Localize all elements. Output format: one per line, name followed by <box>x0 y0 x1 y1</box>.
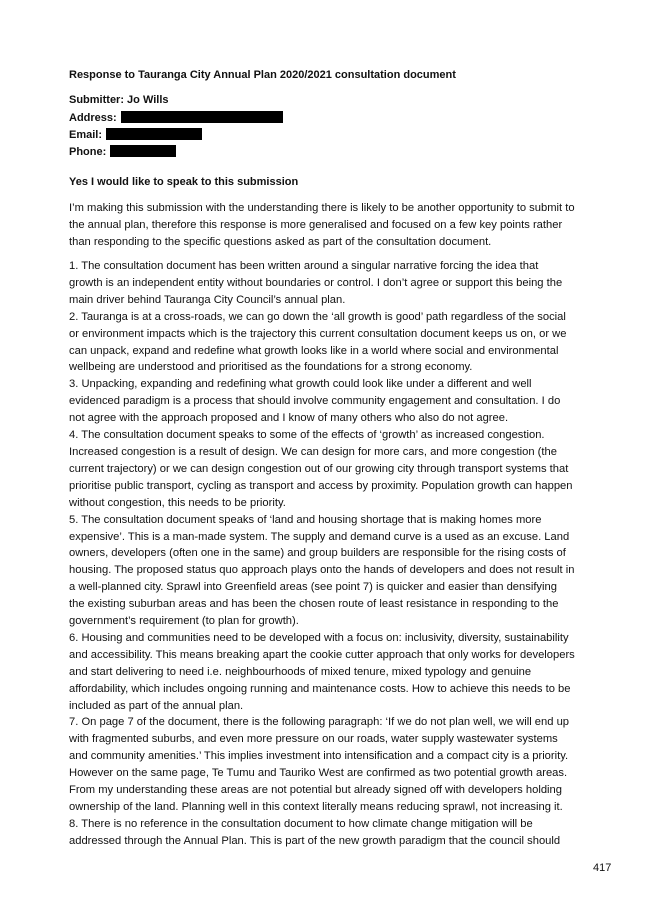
point-8: 8. There is no reference in the consultation document to how climate change mitigation will be addressed through the Annual Plan. This is part of the new growth paradigm that the council should <box>69 817 561 847</box>
point-1: 1. The consultation document has been written around a singular narrative forcing the idea that growth is an independent entity without boundaries or control. I don’t agree or support this being the main driver behind Tauranga City Council’s annual plan. <box>69 260 563 306</box>
address-redaction <box>121 111 283 123</box>
points-list <box>69 258 575 850</box>
submitter-line: Submitter: Jo Wills <box>69 94 169 106</box>
speak-request: Yes I would like to speak to this submission <box>69 176 299 188</box>
email-label: Email: <box>69 129 103 141</box>
intro-paragraph <box>69 200 575 251</box>
point-2: 2. Tauranga is at a cross-roads, we can go down the ‘all growth is good’ path regardless of the social or environment impacts which is the trajectory this current consultation document keeps us on, or we can unpack, expand and redefine what growth looks like in a world where social and environmental wellbeing are understood and prioritised as the foundations for a strong economy. <box>69 310 567 374</box>
point-4: 4. The consultation document speaks to some of the effects of ‘growth’ as increased congestion. Increased congestion is a result of design. We can design for more cars, and more congestion (the current trajectory) or we can design congestion out of our growing city through transport systems that prioritise public transport, cycling as transport and access by proximity. Population growth can happen without congestion, this needs to be priority. <box>69 429 573 509</box>
intro-text: I’m making this submission with the understanding there is likely to be another opportunity to submit to the annual plan, therefore this response is more generalised and focused on a few key points rather than responding to the specific questions asked as part of the consultation document. <box>69 202 575 248</box>
email-line <box>69 128 202 141</box>
address-label: Address: <box>69 112 117 124</box>
document-title: Response to Tauranga City Annual Plan 2020/2021 consultation document <box>69 69 456 81</box>
page-number: 417 <box>593 862 612 874</box>
phone-label: Phone: <box>69 146 107 158</box>
address-line <box>69 111 283 124</box>
point-5: 5. The consultation document speaks of ‘land and housing shortage that is making homes more expensive’. This is a man-made system. The supply and demand curve is a used as an excuse. Land owners, developers (often one in the same) and group builders are responsible for the rising costs of housing. The proposed status quo approach plays onto the hands of developers and does not result in a well-planned city. Sprawl into Greenfield areas (see point 7) is quicker and easier than densifying the existing suburban areas and has been the chosen route of least resistance in responding to the government’s requirement (to plan for growth). <box>69 513 575 628</box>
point-6: 6. Housing and communities need to be developed with a focus on: inclusivity, diversity, sustainability and accessibility. This means breaking apart the cookie cutter approach that only works for developers and start delivering to need i.e. neighbourhoods of mixed tenure, mixed typology and genuine affordability, which includes ongoing running and maintenance costs. How to achieve this needs to be included as part of the annual plan. <box>69 631 575 712</box>
point-3: 3. Unpacking, expanding and redefining what growth could look like under a different and well evidenced paradigm is a process that should involve community engagement and consultation. I do not agree with the approach proposed and I know of many others who also do not agree. <box>69 378 561 425</box>
email-redaction <box>106 128 202 140</box>
phone-line <box>69 145 176 158</box>
point-7: 7. On page 7 of the document, there is the following paragraph: ‘If we do not plan well, we will end up with fragmented suburbs, and even more pressure on our roads, water supply wastewater systems and community amenities.’ This implies investment into intensification and a compact city is a priority. However on the same page, Te Tumu and Tauriko West are confirmed as two potential growth areas. From my understanding these areas are not potential but already signed off with developers holding ownership of the land. Planning well in this context literally means reducing sprawl, not increasing it. <box>69 716 570 813</box>
phone-redaction <box>110 145 176 157</box>
